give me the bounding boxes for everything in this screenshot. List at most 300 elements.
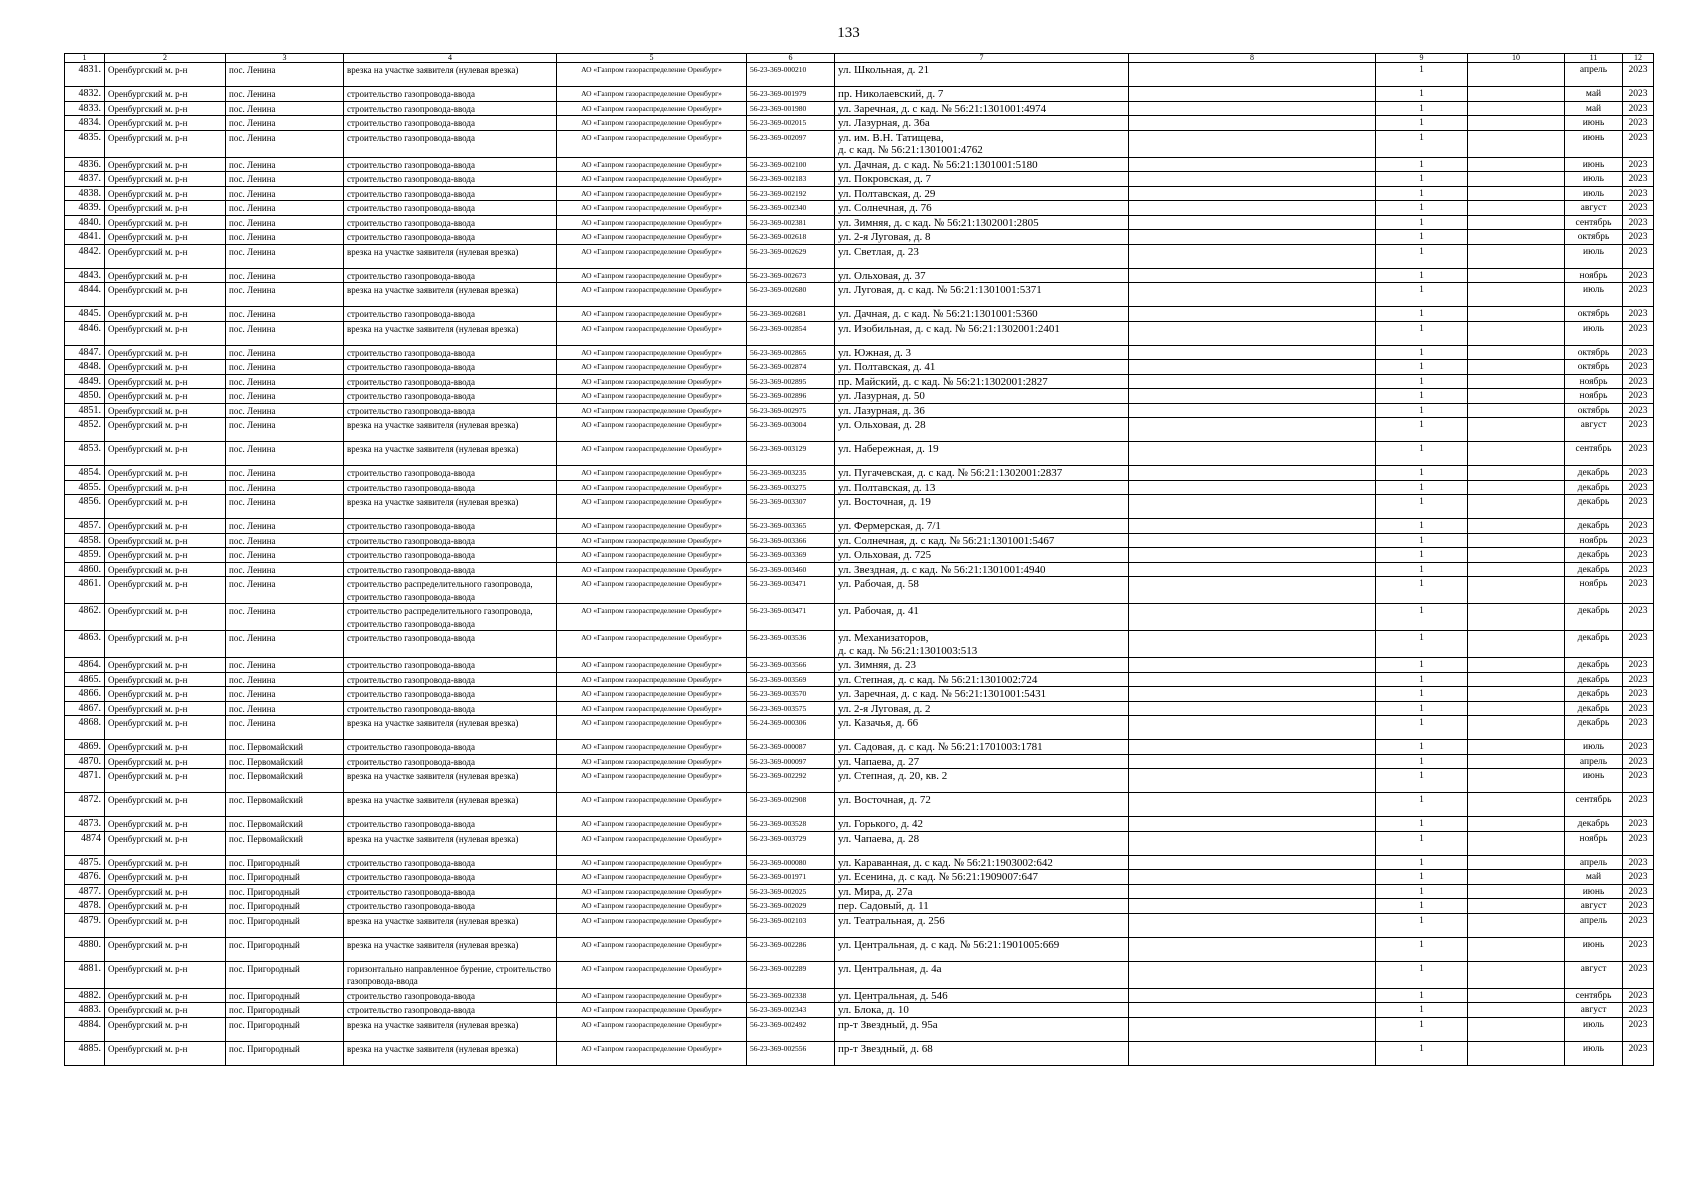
- quantity-cell: 1: [1376, 884, 1468, 899]
- settlement-cell: пос. Пригородный: [226, 913, 344, 937]
- month-cell: декабрь: [1565, 480, 1623, 495]
- month-cell: декабрь: [1565, 658, 1623, 673]
- empty-cell: [1129, 201, 1376, 216]
- quantity-cell: 1: [1376, 442, 1468, 466]
- empty-cell: [1129, 466, 1376, 481]
- settlement-cell: пос. Первомайский: [226, 769, 344, 793]
- row-number-cell: 4834.: [65, 116, 105, 131]
- organization-cell: АО «Газпром газораспределение Оренбург»: [557, 831, 747, 855]
- month-cell: ноябрь: [1565, 577, 1623, 604]
- month-cell: сентябрь: [1565, 988, 1623, 1003]
- settlement-cell: пос. Пригородный: [226, 961, 344, 988]
- row-number-cell: 4855.: [65, 480, 105, 495]
- row-number-cell: 4884.: [65, 1017, 105, 1041]
- settlement-cell: пос. Ленина: [226, 577, 344, 604]
- table-row: [65, 658, 1654, 673]
- organization-cell: АО «Газпром газораспределение Оренбург»: [557, 1003, 747, 1018]
- address-cell: пр. Майский, д. с кад. № 56:21:1302001:2827: [835, 374, 1129, 389]
- year-cell: 2023: [1623, 495, 1654, 519]
- settlement-cell: пос. Ленина: [226, 157, 344, 172]
- empty-cell: [1129, 548, 1376, 563]
- table-row: [65, 116, 1654, 131]
- year-cell: 2023: [1623, 604, 1654, 631]
- column-number-row: [65, 54, 1654, 63]
- address-cell: ул. Восточная, д. 72: [835, 793, 1129, 817]
- empty-cell: [1129, 230, 1376, 245]
- address-cell: ул. Ольховая, д. 28: [835, 418, 1129, 442]
- district-cell: Оренбургский м. р-н: [105, 562, 226, 577]
- row-number-cell: 4835.: [65, 130, 105, 157]
- empty-cell: [1129, 672, 1376, 687]
- empty-cell: [1468, 899, 1565, 914]
- empty-cell: [1129, 687, 1376, 702]
- settlement-cell: пос. Ленина: [226, 533, 344, 548]
- work-type-cell: строительство газопровода-ввода: [344, 172, 557, 187]
- year-cell: 2023: [1623, 101, 1654, 116]
- row-number-cell: 4881.: [65, 961, 105, 988]
- district-cell: Оренбургский м. р-н: [105, 345, 226, 360]
- work-type-cell: врезка на участке заявителя (нулевая врезка): [344, 63, 557, 87]
- settlement-cell: пос. Ленина: [226, 186, 344, 201]
- work-type-cell: врезка на участке заявителя (нулевая врезка): [344, 442, 557, 466]
- organization-cell: АО «Газпром газораспределение Оренбург»: [557, 870, 747, 885]
- application-code-cell: 56-23-369-002100: [747, 157, 835, 172]
- month-cell: декабрь: [1565, 687, 1623, 702]
- empty-cell: [1468, 63, 1565, 87]
- year-cell: 2023: [1623, 870, 1654, 885]
- table-row: [65, 754, 1654, 769]
- quantity-cell: 1: [1376, 418, 1468, 442]
- empty-cell: [1468, 937, 1565, 961]
- month-cell: декабрь: [1565, 495, 1623, 519]
- empty-cell: [1468, 418, 1565, 442]
- settlement-cell: пос. Первомайский: [226, 831, 344, 855]
- application-code-cell: 56-23-369-003307: [747, 495, 835, 519]
- organization-cell: АО «Газпром газораспределение Оренбург»: [557, 988, 747, 1003]
- work-type-cell: строительство газопровода-ввода: [344, 130, 557, 157]
- organization-cell: АО «Газпром газораспределение Оренбург»: [557, 186, 747, 201]
- empty-cell: [1129, 442, 1376, 466]
- month-cell: ноябрь: [1565, 374, 1623, 389]
- quantity-cell: 1: [1376, 672, 1468, 687]
- month-cell: июнь: [1565, 937, 1623, 961]
- application-code-cell: 56-23-369-002015: [747, 116, 835, 131]
- address-cell: ул. Садовая, д. с кад. № 56:21:1701003:1781: [835, 740, 1129, 755]
- quantity-cell: 1: [1376, 1041, 1468, 1065]
- district-cell: Оренбургский м. р-н: [105, 130, 226, 157]
- year-cell: 2023: [1623, 116, 1654, 131]
- address-cell: ул. Чапаева, д. 28: [835, 831, 1129, 855]
- empty-cell: [1468, 604, 1565, 631]
- address-cell: ул. Набережная, д. 19: [835, 442, 1129, 466]
- year-cell: 2023: [1623, 307, 1654, 322]
- year-cell: 2023: [1623, 244, 1654, 268]
- work-type-cell: строительство газопровода-ввода: [344, 658, 557, 673]
- address-cell: ул. им. В.Н. Татищева, д. с кад. № 56:21:1301001:4762: [835, 130, 1129, 157]
- column-number: 11: [1565, 54, 1623, 63]
- month-cell: июнь: [1565, 884, 1623, 899]
- empty-cell: [1468, 672, 1565, 687]
- application-code-cell: 56-23-369-002556: [747, 1041, 835, 1065]
- empty-cell: [1468, 687, 1565, 702]
- month-cell: июнь: [1565, 157, 1623, 172]
- address-cell: ул. Театральная, д. 256: [835, 913, 1129, 937]
- empty-cell: [1129, 495, 1376, 519]
- empty-cell: [1468, 307, 1565, 322]
- district-cell: Оренбургский м. р-н: [105, 937, 226, 961]
- empty-cell: [1468, 740, 1565, 755]
- settlement-cell: пос. Ленина: [226, 658, 344, 673]
- application-code-cell: 56-24-369-000306: [747, 716, 835, 740]
- year-cell: 2023: [1623, 658, 1654, 673]
- empty-cell: [1129, 268, 1376, 283]
- application-code-cell: 56-23-369-000210: [747, 63, 835, 87]
- organization-cell: АО «Газпром газораспределение Оренбург»: [557, 855, 747, 870]
- row-number-cell: 4839.: [65, 201, 105, 216]
- month-cell: июль: [1565, 186, 1623, 201]
- settlement-cell: пос. Ленина: [226, 63, 344, 87]
- empty-cell: [1468, 403, 1565, 418]
- empty-cell: [1129, 244, 1376, 268]
- work-type-cell: строительство газопровода-ввода: [344, 631, 557, 658]
- address-cell: ул. Пугачевская, д. с кад. № 56:21:1302001:2837: [835, 466, 1129, 481]
- quantity-cell: 1: [1376, 855, 1468, 870]
- column-number: 3: [226, 54, 344, 63]
- empty-cell: [1129, 631, 1376, 658]
- settlement-cell: пос. Ленина: [226, 716, 344, 740]
- settlement-cell: пос. Ленина: [226, 631, 344, 658]
- year-cell: 2023: [1623, 855, 1654, 870]
- row-number-cell: 4840.: [65, 215, 105, 230]
- application-code-cell: 56-23-369-003129: [747, 442, 835, 466]
- empty-cell: [1468, 87, 1565, 102]
- settlement-cell: пос. Ленина: [226, 345, 344, 360]
- empty-cell: [1468, 360, 1565, 375]
- address-cell: ул. Зимняя, д. 23: [835, 658, 1129, 673]
- district-cell: Оренбургский м. р-н: [105, 157, 226, 172]
- empty-cell: [1468, 495, 1565, 519]
- row-number-cell: 4878.: [65, 899, 105, 914]
- month-cell: декабрь: [1565, 562, 1623, 577]
- empty-cell: [1468, 913, 1565, 937]
- settlement-cell: пос. Ленина: [226, 230, 344, 245]
- address-cell: ул. Зимняя, д. с кад. № 56:21:1302001:2805: [835, 215, 1129, 230]
- address-cell: ул. Лазурная, д. 36: [835, 403, 1129, 418]
- year-cell: 2023: [1623, 1041, 1654, 1065]
- quantity-cell: 1: [1376, 389, 1468, 404]
- settlement-cell: пос. Пригородный: [226, 937, 344, 961]
- month-cell: июль: [1565, 740, 1623, 755]
- work-type-cell: строительство газопровода-ввода: [344, 988, 557, 1003]
- quantity-cell: 1: [1376, 548, 1468, 563]
- work-type-cell: врезка на участке заявителя (нулевая врезка): [344, 283, 557, 307]
- quantity-cell: 1: [1376, 988, 1468, 1003]
- table-row: [65, 988, 1654, 1003]
- table-row: [65, 230, 1654, 245]
- table-row: [65, 548, 1654, 563]
- empty-cell: [1468, 817, 1565, 832]
- settlement-cell: пос. Первомайский: [226, 740, 344, 755]
- application-code-cell: 56-23-369-002681: [747, 307, 835, 322]
- organization-cell: АО «Газпром газораспределение Оренбург»: [557, 884, 747, 899]
- application-code-cell: 56-23-369-001980: [747, 101, 835, 116]
- year-cell: 2023: [1623, 186, 1654, 201]
- row-number-cell: 4864.: [65, 658, 105, 673]
- row-number-cell: 4848.: [65, 360, 105, 375]
- organization-cell: АО «Газпром газораспределение Оренбург»: [557, 201, 747, 216]
- organization-cell: АО «Газпром газораспределение Оренбург»: [557, 769, 747, 793]
- month-cell: декабрь: [1565, 466, 1623, 481]
- table-row: [65, 63, 1654, 87]
- organization-cell: АО «Газпром газораспределение Оренбург»: [557, 577, 747, 604]
- year-cell: 2023: [1623, 360, 1654, 375]
- quantity-cell: 1: [1376, 831, 1468, 855]
- row-number-cell: 4850.: [65, 389, 105, 404]
- empty-cell: [1468, 1017, 1565, 1041]
- empty-cell: [1468, 389, 1565, 404]
- work-type-cell: строительство газопровода-ввода: [344, 345, 557, 360]
- year-cell: 2023: [1623, 345, 1654, 360]
- month-cell: октябрь: [1565, 345, 1623, 360]
- year-cell: 2023: [1623, 817, 1654, 832]
- year-cell: 2023: [1623, 769, 1654, 793]
- empty-cell: [1129, 716, 1376, 740]
- organization-cell: АО «Газпром газораспределение Оренбург»: [557, 793, 747, 817]
- organization-cell: АО «Газпром газораспределение Оренбург»: [557, 321, 747, 345]
- table-row: [65, 130, 1654, 157]
- empty-cell: [1129, 418, 1376, 442]
- quantity-cell: 1: [1376, 215, 1468, 230]
- organization-cell: АО «Газпром газораспределение Оренбург»: [557, 899, 747, 914]
- application-code-cell: 56-23-369-002338: [747, 988, 835, 1003]
- table-row: [65, 244, 1654, 268]
- month-cell: декабрь: [1565, 716, 1623, 740]
- organization-cell: АО «Газпром газораспределение Оренбург»: [557, 480, 747, 495]
- application-code-cell: 56-23-369-002381: [747, 215, 835, 230]
- application-code-cell: 56-23-369-000080: [747, 855, 835, 870]
- table-row: [65, 442, 1654, 466]
- row-number-cell: 4868.: [65, 716, 105, 740]
- quantity-cell: 1: [1376, 480, 1468, 495]
- month-cell: сентябрь: [1565, 215, 1623, 230]
- row-number-cell: 4885.: [65, 1041, 105, 1065]
- empty-cell: [1468, 988, 1565, 1003]
- empty-cell: [1468, 321, 1565, 345]
- district-cell: Оренбургский м. р-н: [105, 817, 226, 832]
- organization-cell: АО «Газпром газораспределение Оренбург»: [557, 230, 747, 245]
- organization-cell: АО «Газпром газораспределение Оренбург»: [557, 172, 747, 187]
- work-type-cell: строительство газопровода-ввода: [344, 855, 557, 870]
- organization-cell: АО «Газпром газораспределение Оренбург»: [557, 961, 747, 988]
- work-type-cell: строительство газопровода-ввода: [344, 519, 557, 534]
- empty-cell: [1468, 870, 1565, 885]
- work-type-cell: строительство газопровода-ввода: [344, 466, 557, 481]
- empty-cell: [1468, 831, 1565, 855]
- district-cell: Оренбургский м. р-н: [105, 230, 226, 245]
- quantity-cell: 1: [1376, 793, 1468, 817]
- empty-cell: [1129, 374, 1376, 389]
- year-cell: 2023: [1623, 374, 1654, 389]
- column-number: 12: [1623, 54, 1654, 63]
- table-row: [65, 769, 1654, 793]
- empty-cell: [1468, 533, 1565, 548]
- empty-cell: [1129, 701, 1376, 716]
- quantity-cell: 1: [1376, 604, 1468, 631]
- district-cell: Оренбургский м. р-н: [105, 769, 226, 793]
- work-type-cell: строительство газопровода-ввода: [344, 672, 557, 687]
- table-row: [65, 1041, 1654, 1065]
- organization-cell: АО «Газпром газораспределение Оренбург»: [557, 101, 747, 116]
- row-number-cell: 4851.: [65, 403, 105, 418]
- month-cell: август: [1565, 418, 1623, 442]
- quantity-cell: 1: [1376, 268, 1468, 283]
- quantity-cell: 1: [1376, 244, 1468, 268]
- district-cell: Оренбургский м. р-н: [105, 403, 226, 418]
- application-code-cell: 56-23-369-002192: [747, 186, 835, 201]
- work-type-cell: строительство газопровода-ввода: [344, 480, 557, 495]
- table-row: [65, 321, 1654, 345]
- row-number-cell: 4841.: [65, 230, 105, 245]
- application-code-cell: 56-23-369-003369: [747, 548, 835, 563]
- empty-cell: [1468, 130, 1565, 157]
- application-code-cell: 56-23-369-002629: [747, 244, 835, 268]
- month-cell: сентябрь: [1565, 793, 1623, 817]
- month-cell: апрель: [1565, 754, 1623, 769]
- year-cell: 2023: [1623, 389, 1654, 404]
- application-code-cell: 56-23-369-002865: [747, 345, 835, 360]
- empty-cell: [1129, 740, 1376, 755]
- row-number-cell: 4854.: [65, 466, 105, 481]
- table-row: [65, 937, 1654, 961]
- quantity-cell: 1: [1376, 701, 1468, 716]
- work-type-cell: врезка на участке заявителя (нулевая врезка): [344, 495, 557, 519]
- year-cell: 2023: [1623, 988, 1654, 1003]
- empty-cell: [1129, 870, 1376, 885]
- year-cell: 2023: [1623, 519, 1654, 534]
- settlement-cell: пос. Ленина: [226, 495, 344, 519]
- empty-cell: [1468, 374, 1565, 389]
- year-cell: 2023: [1623, 533, 1654, 548]
- year-cell: 2023: [1623, 172, 1654, 187]
- quantity-cell: 1: [1376, 374, 1468, 389]
- address-cell: ул. Покровская, д. 7: [835, 172, 1129, 187]
- table-row: [65, 307, 1654, 322]
- month-cell: ноябрь: [1565, 268, 1623, 283]
- month-cell: ноябрь: [1565, 533, 1623, 548]
- district-cell: Оренбургский м. р-н: [105, 1041, 226, 1065]
- address-cell: ул. Полтавская, д. 29: [835, 186, 1129, 201]
- work-type-cell: строительство газопровода-ввода: [344, 884, 557, 899]
- district-cell: Оренбургский м. р-н: [105, 870, 226, 885]
- row-number-cell: 4847.: [65, 345, 105, 360]
- table-row: [65, 1003, 1654, 1018]
- application-code-cell: 56-23-369-003569: [747, 672, 835, 687]
- application-code-cell: 56-23-369-002874: [747, 360, 835, 375]
- year-cell: 2023: [1623, 321, 1654, 345]
- row-number-cell: 4876.: [65, 870, 105, 885]
- table-row: [65, 345, 1654, 360]
- address-cell: ул. Мира, д. 27а: [835, 884, 1129, 899]
- row-number-cell: 4853.: [65, 442, 105, 466]
- address-cell: ул. Есенина, д. с кад. № 56:21:1909007:647: [835, 870, 1129, 885]
- address-cell: ул. Южная, д. 3: [835, 345, 1129, 360]
- address-cell: ул. Центральная, д. 546: [835, 988, 1129, 1003]
- empty-cell: [1129, 186, 1376, 201]
- quantity-cell: 1: [1376, 130, 1468, 157]
- application-code-cell: 56-23-369-002292: [747, 769, 835, 793]
- table-row: [65, 577, 1654, 604]
- settlement-cell: пос. Ленина: [226, 672, 344, 687]
- empty-cell: [1129, 87, 1376, 102]
- empty-cell: [1129, 345, 1376, 360]
- empty-cell: [1129, 360, 1376, 375]
- empty-cell: [1468, 961, 1565, 988]
- district-cell: Оренбургский м. р-н: [105, 466, 226, 481]
- table-row: [65, 268, 1654, 283]
- quantity-cell: 1: [1376, 157, 1468, 172]
- work-type-cell: строительство газопровода-ввода: [344, 87, 557, 102]
- table-row: [65, 466, 1654, 481]
- year-cell: 2023: [1623, 884, 1654, 899]
- row-number-cell: 4870.: [65, 754, 105, 769]
- district-cell: Оренбургский м. р-н: [105, 418, 226, 442]
- application-code-cell: 56-23-369-002340: [747, 201, 835, 216]
- work-type-cell: строительство газопровода-ввода: [344, 754, 557, 769]
- table-row: [65, 101, 1654, 116]
- address-cell: ул. Ольховая, д. 725: [835, 548, 1129, 563]
- district-cell: Оренбургский м. р-н: [105, 63, 226, 87]
- table-row: [65, 418, 1654, 442]
- empty-cell: [1129, 101, 1376, 116]
- work-type-cell: врезка на участке заявителя (нулевая врезка): [344, 716, 557, 740]
- quantity-cell: 1: [1376, 283, 1468, 307]
- organization-cell: АО «Газпром газораспределение Оренбург»: [557, 519, 747, 534]
- row-number-cell: 4846.: [65, 321, 105, 345]
- month-cell: июль: [1565, 1041, 1623, 1065]
- address-cell: ул. Степная, д. с кад. № 56:21:1301002:724: [835, 672, 1129, 687]
- row-number-cell: 4869.: [65, 740, 105, 755]
- application-code-cell: 56-23-369-002854: [747, 321, 835, 345]
- district-cell: Оренбургский м. р-н: [105, 577, 226, 604]
- quantity-cell: 1: [1376, 817, 1468, 832]
- empty-cell: [1129, 817, 1376, 832]
- empty-cell: [1468, 519, 1565, 534]
- table-row: [65, 1017, 1654, 1041]
- year-cell: 2023: [1623, 87, 1654, 102]
- settlement-cell: пос. Ленина: [226, 548, 344, 563]
- district-cell: Оренбургский м. р-н: [105, 658, 226, 673]
- row-number-cell: 4865.: [65, 672, 105, 687]
- address-cell: ул. Изобильная, д. с кад. № 56:21:1302001:2401: [835, 321, 1129, 345]
- empty-cell: [1129, 899, 1376, 914]
- address-cell: ул. Рабочая, д. 41: [835, 604, 1129, 631]
- empty-cell: [1129, 961, 1376, 988]
- table-row: [65, 374, 1654, 389]
- address-cell: пр-т Звездный, д. 95а: [835, 1017, 1129, 1041]
- row-number-cell: 4836.: [65, 157, 105, 172]
- month-cell: июль: [1565, 283, 1623, 307]
- year-cell: 2023: [1623, 442, 1654, 466]
- settlement-cell: пос. Пригородный: [226, 1017, 344, 1041]
- application-code-cell: 56-23-369-003536: [747, 631, 835, 658]
- table-row: [65, 672, 1654, 687]
- organization-cell: АО «Газпром газораспределение Оренбург»: [557, 307, 747, 322]
- settlement-cell: пос. Ленина: [226, 268, 344, 283]
- month-cell: декабрь: [1565, 701, 1623, 716]
- month-cell: декабрь: [1565, 817, 1623, 832]
- address-cell: ул. Луговая, д. с кад. № 56:21:1301001:5371: [835, 283, 1129, 307]
- month-cell: июнь: [1565, 116, 1623, 131]
